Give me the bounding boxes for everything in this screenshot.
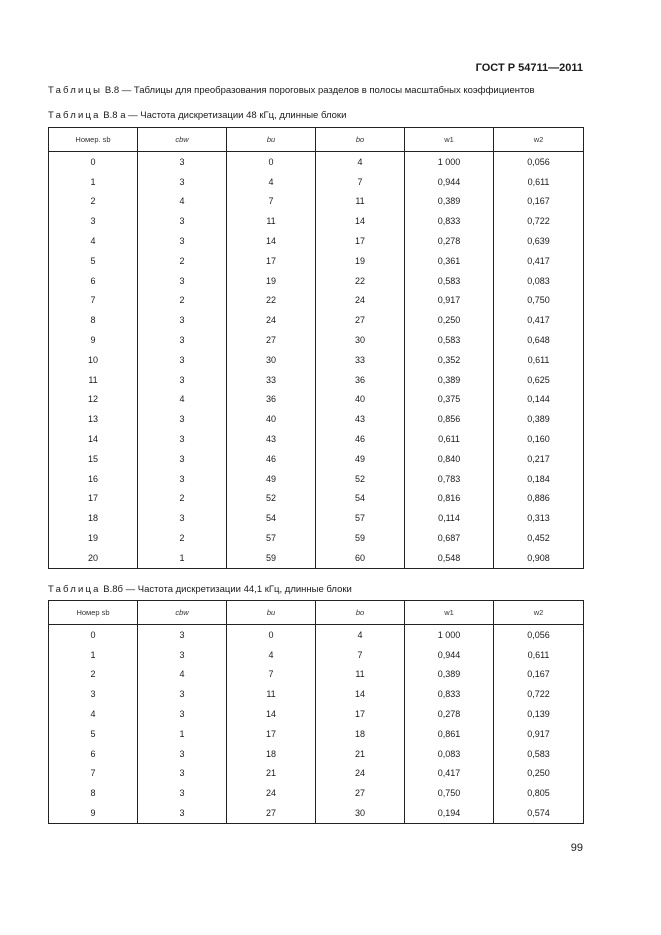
table-cell: 4 [227,645,316,665]
table-cell: 30 [316,330,405,350]
table-cell: 4 [138,390,227,410]
section-caption-label: Таблицы [48,85,103,96]
table-cell: 3 [138,684,227,704]
table-row [49,803,584,823]
table-cell: 0,833 [405,211,494,231]
table-cell: 0,833 [405,684,494,704]
table-cell: 0,144 [494,390,584,410]
table-cell: 0,583 [405,330,494,350]
table-cell: 27 [316,783,405,803]
table-cell: 0,944 [405,172,494,192]
table-cell: 0,250 [494,764,584,784]
table-cell: 24 [316,291,405,311]
table-cell: 18 [49,508,138,528]
table-cell: 7 [49,764,138,784]
table-cell: 0,083 [494,271,584,291]
table-cell: 1 000 [405,625,494,645]
table-row [49,704,584,724]
table-cell: 0,639 [494,231,584,251]
table-cell: 2 [138,251,227,271]
table-cell: 2 [49,192,138,212]
table-cell: 0,750 [405,783,494,803]
table-cell: 0,184 [494,469,584,489]
column-header-cbw: cbw [138,601,227,625]
table-row [49,684,584,704]
table-cell: 54 [316,489,405,509]
table-cell: 22 [227,291,316,311]
table-cell: 24 [316,764,405,784]
table-cell: 0,417 [494,251,584,271]
table-cell: 22 [316,271,405,291]
table-b-caption-label: Таблица [48,584,101,595]
table-row [49,665,584,685]
table-row [49,429,584,449]
table-row [49,724,584,744]
table-cell: 7 [316,645,405,665]
table-cell: 0,583 [494,744,584,764]
table-cell: 5 [49,251,138,271]
table-cell: 0,722 [494,211,584,231]
table-cell: 0,548 [405,548,494,568]
table-row [49,625,584,645]
table-cell: 0,722 [494,684,584,704]
table-row [49,192,584,212]
table-cell: 2 [138,489,227,509]
table-cell: 3 [138,449,227,469]
table-cell: 24 [227,783,316,803]
table-cell: 0,611 [494,350,584,370]
table-cell: 43 [316,409,405,429]
table-cell: 0,583 [405,271,494,291]
table-cell: 0,167 [494,192,584,212]
table-cell: 1 [49,645,138,665]
table-row [49,409,584,429]
table-cell: 0,417 [494,310,584,330]
table-cell: 40 [316,390,405,410]
table-row [49,744,584,764]
table-cell: 0,139 [494,704,584,724]
table-cell: 0,417 [405,764,494,784]
table-cell: 52 [316,469,405,489]
table-cell: 0,648 [494,330,584,350]
table-cell: 0,278 [405,704,494,724]
table-cell: 57 [316,508,405,528]
table-row [49,449,584,469]
table-cell: 0,217 [494,449,584,469]
table-cell: 21 [316,744,405,764]
table-cell: 14 [49,429,138,449]
table-cell: 30 [227,350,316,370]
table-cell: 12 [49,390,138,410]
table-cell: 3 [138,429,227,449]
table-cell: 8 [49,783,138,803]
table-cell: 3 [138,469,227,489]
table-cell: 0,361 [405,251,494,271]
table-row [49,548,584,568]
table-cell: 4 [49,704,138,724]
table-cell: 3 [49,211,138,231]
table-cell: 0,805 [494,783,584,803]
table-cell: 19 [316,251,405,271]
table-cell: 0,375 [405,390,494,410]
table-cell: 0,114 [405,508,494,528]
table-cell: 0,687 [405,528,494,548]
table-cell: 1 000 [405,152,494,172]
table-cell: 46 [227,449,316,469]
table-cell: 21 [227,764,316,784]
table-row [49,152,584,172]
table-cell: 52 [227,489,316,509]
table-a-caption-text: В.8 а — Частота дискретизации 48 кГц, длинные блоки [103,110,347,121]
table-row [49,330,584,350]
table-cell: 0,352 [405,350,494,370]
table-cell: 0 [49,152,138,172]
table-cell: 60 [316,548,405,568]
table-cell: 57 [227,528,316,548]
table-row [49,370,584,390]
table-cell: 17 [316,704,405,724]
table-cell: 0,160 [494,429,584,449]
table-a-header-row [49,128,584,152]
table-b-caption [48,584,352,595]
table-cell: 15 [49,449,138,469]
table-cell: 0,944 [405,645,494,665]
table-b-caption-text: В.8б — Частота дискретизации 44,1 кГц, длинные блоки [103,584,352,595]
table-cell: 19 [49,528,138,548]
table-cell: 14 [227,231,316,251]
table-cell: 4 [227,172,316,192]
table-cell: 40 [227,409,316,429]
table-cell: 33 [316,350,405,370]
table-cell: 20 [49,548,138,568]
table-row [49,350,584,370]
table-cell: 4 [316,152,405,172]
table-cell: 0,389 [405,192,494,212]
table-cell: 2 [138,528,227,548]
table-cell: 0,167 [494,665,584,685]
table-cell: 11 [227,211,316,231]
table-cell: 3 [138,625,227,645]
table-cell: 9 [49,803,138,823]
table-cell: 0,917 [405,291,494,311]
table-cell: 14 [316,211,405,231]
table-cell: 3 [138,803,227,823]
table-cell: 2 [138,291,227,311]
table-cell: 0 [227,625,316,645]
table-row [49,783,584,803]
table-cell: 24 [227,310,316,330]
column-header-bo: bo [316,128,405,152]
page-number: 99 [570,842,583,854]
table-cell: 6 [49,744,138,764]
table-row [49,271,584,291]
table-cell: 30 [316,803,405,823]
table-cell: 14 [316,684,405,704]
table-row [49,231,584,251]
table-cell: 49 [316,449,405,469]
table-cell: 11 [49,370,138,390]
table-cell: 17 [227,251,316,271]
table-cell: 18 [227,744,316,764]
table-cell: 17 [227,724,316,744]
table-cell: 0,194 [405,803,494,823]
column-header-w2: w2 [494,128,584,152]
table-cell: 2 [49,665,138,685]
table-cell: 27 [227,330,316,350]
table-cell: 3 [138,271,227,291]
table-cell: 3 [138,350,227,370]
table-cell: 13 [49,409,138,429]
table-cell: 0 [227,152,316,172]
table-a-caption [48,110,346,121]
table-cell: 0,625 [494,370,584,390]
table-row [49,172,584,192]
section-caption-text: В.8 — Таблицы для преобразования пороговых разделов в полосы масштабных коэффициентов [104,85,535,96]
table-cell: 3 [138,704,227,724]
column-header-bo: bo [316,601,405,625]
table-cell: 0,816 [405,489,494,509]
table-cell: 17 [49,489,138,509]
table-row [49,508,584,528]
table-cell: 1 [49,172,138,192]
table-a-caption-label: Таблица [48,110,101,121]
table-cell: 0,389 [405,370,494,390]
table-cell: 5 [49,724,138,744]
table-cell: 36 [316,370,405,390]
table-cell: 0,611 [494,645,584,665]
table-cell: 3 [138,764,227,784]
table-cell: 9 [49,330,138,350]
table-row [49,469,584,489]
table-cell: 49 [227,469,316,489]
column-header-w2: w2 [494,601,584,625]
table-cell: 7 [227,665,316,685]
table-cell: 59 [316,528,405,548]
table-cell: 3 [138,409,227,429]
table-cell: 3 [138,330,227,350]
table-cell: 0,056 [494,152,584,172]
table-cell: 59 [227,548,316,568]
table-cell: 0 [49,625,138,645]
table-cell: 0,783 [405,469,494,489]
section-caption [48,85,535,96]
table-cell: 0,750 [494,291,584,311]
table-cell: 0,840 [405,449,494,469]
table-cell: 0,908 [494,548,584,568]
table-cell: 4 [49,231,138,251]
table-cell: 19 [227,271,316,291]
table-cell: 43 [227,429,316,449]
table-cell: 17 [316,231,405,251]
table-row [49,528,584,548]
table-row [49,489,584,509]
table-cell: 3 [138,645,227,665]
table-cell: 54 [227,508,316,528]
table-cell: 0,278 [405,231,494,251]
table-cell: 36 [227,390,316,410]
table-cell: 0,574 [494,803,584,823]
table-row [49,310,584,330]
table-cell: 10 [49,350,138,370]
table-cell: 3 [138,310,227,330]
table-cell: 8 [49,310,138,330]
table-b [48,600,584,824]
column-header-cbw: cbw [138,128,227,152]
table-cell: 4 [316,625,405,645]
table-cell: 0,389 [494,409,584,429]
table-cell: 0,917 [494,724,584,744]
table-cell: 0,886 [494,489,584,509]
table-cell: 33 [227,370,316,390]
table-cell: 7 [227,192,316,212]
table-cell: 0,389 [405,665,494,685]
table-cell: 0,861 [405,724,494,744]
table-cell: 0,611 [405,429,494,449]
table-cell: 0,056 [494,625,584,645]
table-cell: 14 [227,704,316,724]
table-cell: 0,856 [405,409,494,429]
table-cell: 0,250 [405,310,494,330]
table-cell: 3 [138,152,227,172]
table-a [48,127,584,569]
table-cell: 1 [138,548,227,568]
table-b-header-row [49,601,584,625]
table-row [49,211,584,231]
table-row [49,645,584,665]
table-cell: 0,611 [494,172,584,192]
column-header-bu: bu [227,601,316,625]
table-cell: 27 [316,310,405,330]
column-header-w1: w1 [405,601,494,625]
table-cell: 18 [316,724,405,744]
column-header-sb: Номер. sb [49,128,138,152]
column-header-w1: w1 [405,128,494,152]
table-row [49,390,584,410]
table-cell: 0,313 [494,508,584,528]
table-cell: 11 [227,684,316,704]
table-cell: 3 [138,231,227,251]
table-cell: 3 [138,783,227,803]
table-cell: 7 [316,172,405,192]
table-b-body [49,625,584,824]
table-row [49,291,584,311]
table-a-body [49,152,584,569]
table-cell: 6 [49,271,138,291]
table-cell: 4 [138,192,227,212]
column-header-sb: Номер sb [49,601,138,625]
table-cell: 3 [138,370,227,390]
table-cell: 4 [138,665,227,685]
table-cell: 27 [227,803,316,823]
table-cell: 3 [138,744,227,764]
table-cell: 11 [316,192,405,212]
table-cell: 7 [49,291,138,311]
table-cell: 3 [138,508,227,528]
table-cell: 0,452 [494,528,584,548]
table-cell: 3 [49,684,138,704]
table-cell: 3 [138,211,227,231]
table-cell: 11 [316,665,405,685]
table-row [49,764,584,784]
table-cell: 16 [49,469,138,489]
table-cell: 0,083 [405,744,494,764]
table-cell: 46 [316,429,405,449]
standard-number: ГОСТ Р 54711—2011 [475,62,583,74]
table-cell: 1 [138,724,227,744]
table-row [49,251,584,271]
column-header-bu: bu [227,128,316,152]
table-cell: 3 [138,172,227,192]
